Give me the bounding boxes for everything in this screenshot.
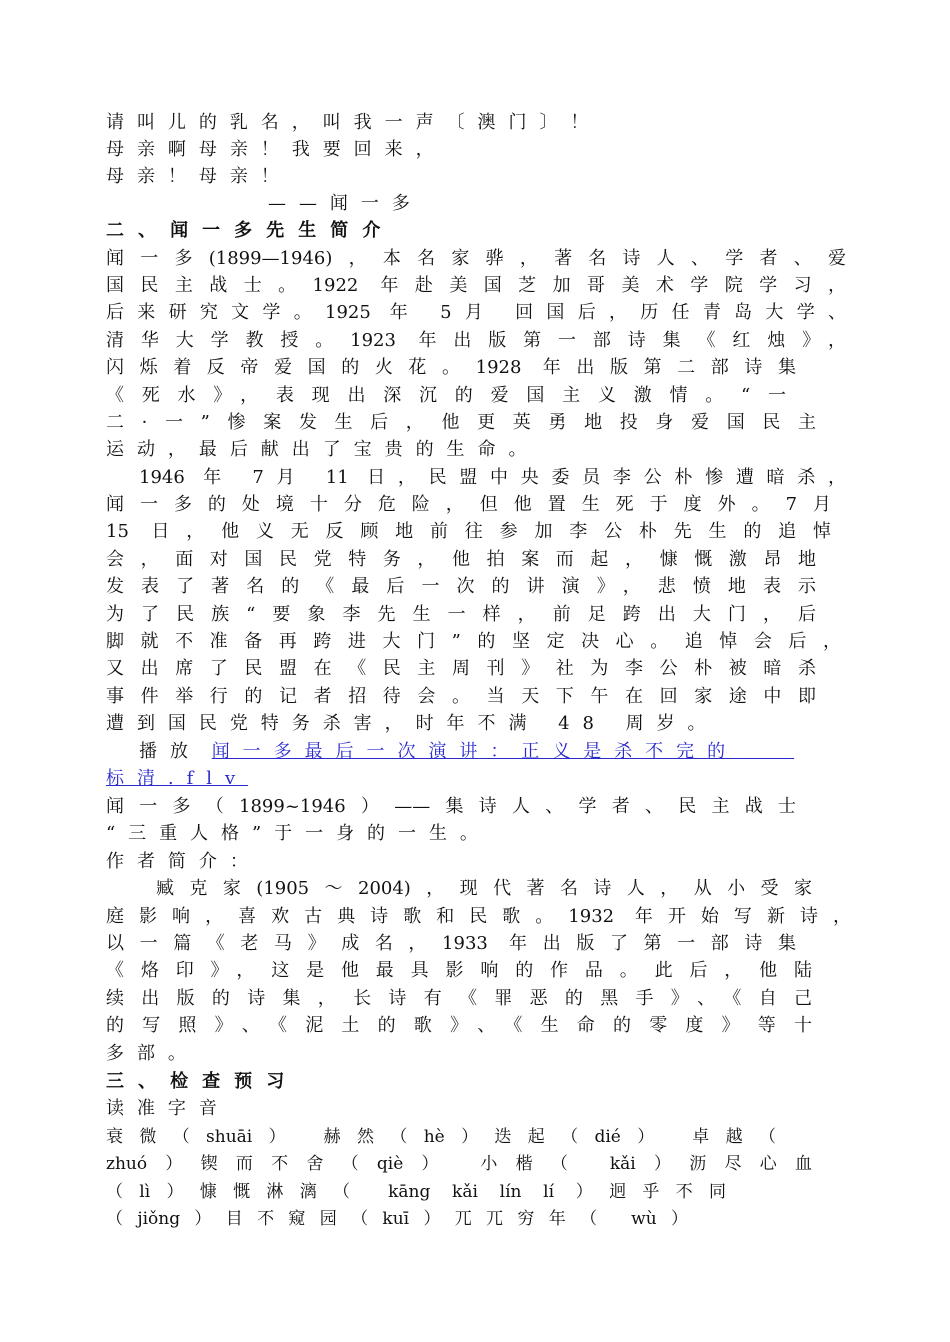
bio-line: 发表了著名的《最后一次的讲演》，悲愤地表示	[106, 576, 816, 597]
poem-line-2: 母亲啊母亲！我要回来，	[106, 139, 447, 160]
author-line: 庭影响，喜欢古典诗歌和民歌。1932 年开始写新诗，	[106, 906, 851, 927]
video-link[interactable]: 闻一多最后一次演讲：正义是杀不完的	[211, 741, 739, 762]
bio-line: 闪烁着反帝爱国的火花。1928 年出版第二部诗集	[106, 357, 796, 378]
author-line: 以一篇《老马》成名，1933 年出版了第一部诗集	[106, 933, 796, 954]
author-line: 《烙印》，这是他最具影响的作品。此后，他陆	[106, 960, 812, 981]
author-line: 的写照》、《泥土的歌》、《生命的零度》等十	[106, 1015, 812, 1036]
poem-line-3: 母亲！母亲！	[106, 166, 292, 187]
bio-line: 又出席了民盟在《民主周刊》社为李公朴被暗杀	[106, 658, 816, 679]
section-2-heading: 二、闻一多先生简介	[106, 220, 395, 241]
pinyin-line: （jiǒng）目不窥园（kuī）兀兀穷年（ wù）	[106, 1209, 688, 1229]
author-heading: 作者简介：	[106, 851, 261, 872]
section-3-subheading: 读准字音	[106, 1098, 230, 1119]
author-line: 臧克家(1905～2004)，现代著名诗人，从小受家	[156, 878, 812, 899]
pinyin-line: （lì）慷慨淋漓（ kāng kǎi lín lí ）迥乎不同	[106, 1182, 726, 1202]
bio-line: 闻一多的处境十分危险，但他置生死于度外。7月	[106, 494, 831, 515]
section-3-heading: 三、检查预习	[106, 1071, 299, 1092]
video-link-trail[interactable]	[738, 741, 794, 762]
poem-line-1: 请叫儿的乳名，叫我一声〔澳门〕！	[106, 112, 602, 133]
bio-line: 国民主战士。1922 年赴美国芝加哥美术学院学习，	[106, 275, 846, 296]
author-line: 续出版的诗集，长诗有《罪恶的黑手》、《自己	[106, 988, 812, 1009]
bio-line: 事件举行的记者招待会。当天下午在回家途中即	[106, 686, 816, 707]
bio-line: 后来研究文学。1925 年 5月 回国后，历任青岛大学、	[106, 302, 846, 323]
poem-signature: ——闻一多	[268, 193, 423, 214]
author-line: 多部。	[106, 1043, 199, 1064]
summary-line: “三重人格”于一身的一生。	[106, 823, 491, 844]
video-link-filename[interactable]: 标清.flv	[106, 768, 249, 789]
video-link-line-2	[106, 766, 846, 792]
bio-line: 二·一”惨案发生后，他更英勇地投身爱国民主	[106, 412, 816, 433]
bio-line: 15 日，他义无反顾地前往参加李公朴先生的追悼	[106, 521, 831, 542]
bio-line: 会，面对国民党特务，他拍案而起，慷慨激昂地	[106, 549, 816, 570]
play-label: 播放	[139, 741, 201, 762]
play-row	[139, 739, 829, 765]
bio-line: 遭到国民党特务杀害，时年不满 48 周岁。	[106, 713, 719, 734]
pinyin-line: 衰微（shuāi） 赫然（hè）迭起（dié） 卓越（	[106, 1127, 776, 1147]
bio-line: 运动，最后献出了宝贵的生命。	[106, 439, 540, 460]
bio-line: 闻一多(1899—1946)，本名家骅，著名诗人、学者、爱	[106, 248, 846, 269]
pinyin-line: zhuó）锲而不舍（qiè） 小楷（ kǎi）沥尽心血	[106, 1154, 812, 1174]
summary-line: 闻一多（1899~1946）——集诗人、学者、民主战士	[106, 796, 796, 817]
bio-line: 1946 年 7月 11 日，民盟中央委员李公朴惨遭暗杀，	[139, 467, 846, 488]
bio-line: 脚就不准备再跨进大门”的坚定决心。追悼会后，	[106, 631, 841, 652]
bio-line: 为了民族“要象李先生一样，前足跨出大门，后	[106, 604, 816, 625]
bio-line: 《死水》，表现出深沉的爱国主义激情。“一	[106, 385, 786, 406]
bio-line: 清华大学教授。1923 年出版第一部诗集《红烛》，	[106, 330, 846, 351]
